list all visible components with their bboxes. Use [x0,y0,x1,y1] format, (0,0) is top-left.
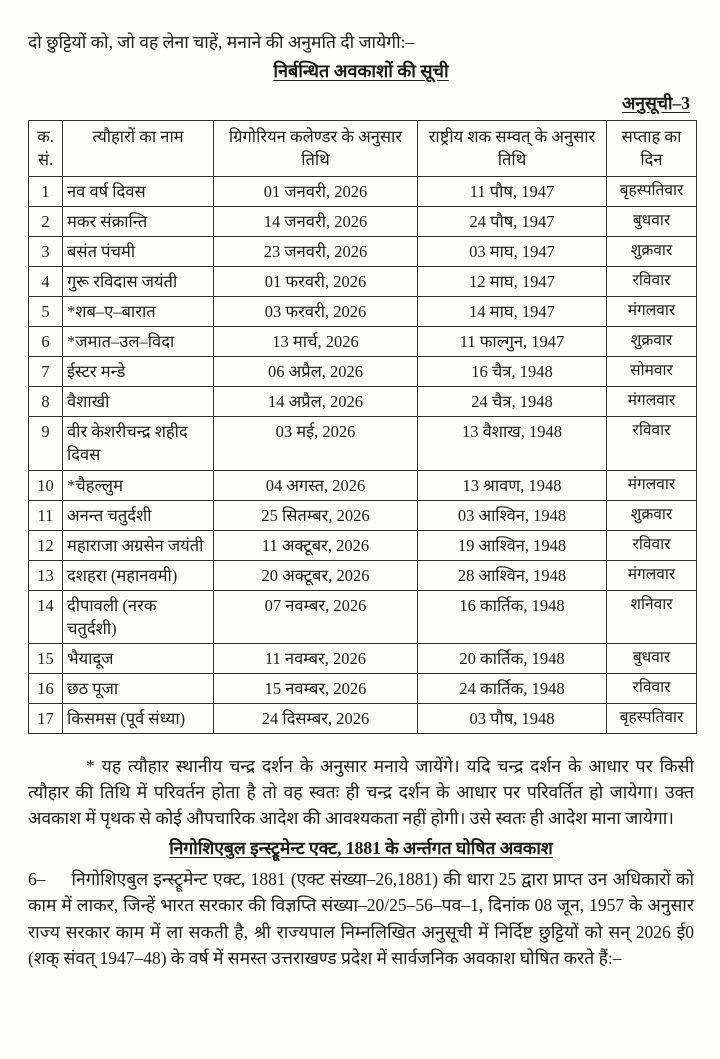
table-row [29,236,697,266]
cell-sno: 16 [29,674,63,704]
cell-sno: 2 [29,206,63,236]
table-row [29,560,697,590]
table-row [29,704,697,734]
cell-festival: मकर संक्रान्ति [63,206,214,236]
cell-gregorian: 01 जनवरी, 2026 [214,176,418,206]
table-row [29,530,697,560]
cell-gregorian: 03 मई, 2026 [214,417,418,470]
cell-festival: महाराजा अग्रसेन जयंती [63,530,214,560]
table-row [29,644,697,674]
table-row [29,176,697,206]
col-header-serial-line1: क. [37,127,54,147]
cell-sno: 5 [29,296,63,326]
cell-gregorian: 11 अक्टूबर, 2026 [214,530,418,560]
cell-weekday: रविवार [607,417,697,470]
cell-sno: 12 [29,530,63,560]
cell-festival: छठ पूजा [63,674,214,704]
cell-weekday: रविवार [607,530,697,560]
cell-shaka: 24 कार्तिक, 1948 [418,674,607,704]
cell-weekday: बुधवार [607,644,697,674]
section-heading-row [28,836,694,860]
cell-festival: ईस्टर मन्डे [63,357,214,387]
list-title-row [28,59,694,83]
cell-festival: वीर केशरीचन्द्र शहीद दिवस [63,417,214,470]
cell-weekday: शुक्रवार [607,327,697,357]
cell-festival: दशहरा (महानवमी) [63,560,214,590]
cell-weekday: बृहस्पतिवार [607,704,697,734]
cell-gregorian: 24 दिसम्बर, 2026 [214,704,418,734]
cell-shaka: 20 कार्तिक, 1948 [418,644,607,674]
cell-weekday: सोमवार [607,357,697,387]
section-paragraph [28,866,694,971]
cell-shaka: 14 माघ, 1947 [418,296,607,326]
table-row [29,417,697,470]
cell-festival: *जमात–उल–विदा [63,327,214,357]
cell-shaka: 12 माघ, 1947 [418,266,607,296]
cell-gregorian: 13 मार्च, 2026 [214,327,418,357]
cell-weekday: रविवार [607,674,697,704]
cell-gregorian: 01 फरवरी, 2026 [214,266,418,296]
cell-weekday: मंगलवार [607,296,697,326]
cell-shaka: 28 आश्विन, 1948 [418,560,607,590]
cell-gregorian: 15 नवम्बर, 2026 [214,674,418,704]
cell-festival: दीपावली (नरक चतुर्दशी) [63,590,214,643]
cell-festival: गुरू रविदास जयंती [63,266,214,296]
table-row [29,296,697,326]
cell-shaka: 13 वैशाख, 1948 [418,417,607,470]
cell-sno: 11 [29,500,63,530]
cell-gregorian: 06 अप्रैल, 2026 [214,357,418,387]
list-title: निर्बन्धित अवकाशों की सूची [273,61,449,82]
cell-sno: 6 [29,327,63,357]
cell-shaka: 13 श्रावण, 1948 [418,470,607,500]
cell-sno: 13 [29,560,63,590]
cell-shaka: 24 पौष, 1947 [418,206,607,236]
schedule-label-row [28,91,690,115]
col-header-weekday: सप्ताह का दिन [607,121,697,176]
cell-sno: 1 [29,176,63,206]
cell-shaka: 16 चैत्र, 1948 [418,357,607,387]
table-row [29,266,697,296]
cell-sno: 10 [29,470,63,500]
cell-weekday: रविवार [607,266,697,296]
schedule-label: अनुसूची–3 [621,93,690,114]
cell-shaka: 03 आश्विन, 1948 [418,500,607,530]
cell-festival: वैशाखी [63,387,214,417]
cell-weekday: मंगलवार [607,560,697,590]
cell-sno: 9 [29,417,63,470]
cell-gregorian: 20 अक्टूबर, 2026 [214,560,418,590]
cell-weekday: बुधवार [607,206,697,236]
cell-gregorian: 25 सितम्बर, 2026 [214,500,418,530]
col-header-festival: त्यौहारों का नाम [63,121,214,176]
cell-gregorian: 23 जनवरी, 2026 [214,236,418,266]
footnote: * यह त्यौहार स्थानीय चन्द्र दर्शन के अनुसार मनाये जायेंगे। यदि चन्द्र दर्शन के आधार पर किसी त्यौहार की तिथि में परिवर्तन होता है तो वह स्वतः ही चन्द्र दर्शन के आधार पर परिवर्तित हो जायेगा। उक्त अवकाश में पृथक से कोई औपचारिक आदेश की आवश्यकता नहीं होगी। उसे स्वतः ही आदेश माना जायेगा। [28,756,694,829]
section-body-text: निगोशिएबुल इन्स्ट्रूमेन्ट एक्ट, 1881 (एक्ट संख्या–26,1881) की धारा 25 द्वारा प्राप्त उन अधिकारों को काम में लाकर, जिन्हें भारत सरकार की विज्ञप्ति संख्या–20/25–56–पव–1, दिनांक 08 जून, 1957 के अनुसार राज्य सरकार काम में ला सकती है, श्री राज्यपाल निम्नलिखित अनुसूची में निर्दिष्ट छुट्टियों को सन् 2026 ई0 (शक् संवत् 1947–48) के वर्ष में समस्त उत्तराखण्ड प्रदेश में सार्वजनिक अवकाश घोषित करते हैं:– [28,869,694,968]
cell-shaka: 24 चैत्र, 1948 [418,387,607,417]
cell-gregorian: 14 अप्रैल, 2026 [214,387,418,417]
cell-gregorian: 14 जनवरी, 2026 [214,206,418,236]
cell-weekday: शनिवार [607,590,697,643]
cell-sno: 15 [29,644,63,674]
table-header [29,121,697,176]
cell-shaka: 19 आश्विन, 1948 [418,530,607,560]
cell-sno: 14 [29,590,63,643]
cell-sno: 8 [29,387,63,417]
holidays-table-body [29,176,697,734]
cell-weekday: मंगलवार [607,470,697,500]
col-header-gregorian: ग्रिगोरियन कलेण्डर के अनुसार तिथि [214,121,418,176]
table-row [29,674,697,704]
cell-shaka: 16 कार्तिक, 1948 [418,590,607,643]
col-header-serial-line2: सं. [37,150,54,170]
col-header-shaka: राष्ट्रीय शक सम्वत् के अनुसार तिथि [418,121,607,176]
section-number: 6– [28,869,46,890]
cell-festival: *चैहल्लुम [63,470,214,500]
cell-festival: नव वर्ष दिवस [63,176,214,206]
holidays-table [28,120,697,734]
cell-weekday: बृहस्पतिवार [607,176,697,206]
table-header-row [29,121,697,176]
cell-shaka: 11 फाल्गुन, 1947 [418,327,607,357]
cell-festival: अनन्त चतुर्दशी [63,500,214,530]
cell-festival: भैयादूज [63,644,214,674]
cell-sno: 3 [29,236,63,266]
cell-festival: किसमस (पूर्व संध्या) [63,704,214,734]
table-row [29,327,697,357]
table-row [29,470,697,500]
cell-gregorian: 03 फरवरी, 2026 [214,296,418,326]
cell-gregorian: 11 नवम्बर, 2026 [214,644,418,674]
cell-festival: *शब–ए–बारात [63,296,214,326]
cell-weekday: शुक्रवार [607,500,697,530]
table-row [29,387,697,417]
cell-gregorian: 07 नवम्बर, 2026 [214,590,418,643]
cell-gregorian: 04 अगस्त, 2026 [214,470,418,500]
table-row [29,357,697,387]
cell-sno: 17 [29,704,63,734]
cell-shaka: 03 माघ, 1947 [418,236,607,266]
table-row [29,500,697,530]
cell-shaka: 03 पौष, 1948 [418,704,607,734]
col-header-serial [29,121,63,176]
cell-sno: 4 [29,266,63,296]
cell-weekday: मंगलवार [607,387,697,417]
cell-weekday: शुक्रवार [607,236,697,266]
intro-line: दो छुट्टियों को, जो वह लेना चाहें, मनाने की अनुमति दी जायेगी:– [28,32,415,52]
table-row [29,590,697,643]
cell-festival: बसंत पंचमी [63,236,214,266]
table-row [29,206,697,236]
cell-shaka: 11 पौष, 1947 [418,176,607,206]
section-heading: निगोशिएबुल इन्स्ट्रूमेन्ट एक्ट, 1881 के अर्न्तगत घोषित अवकाश [169,838,553,859]
cell-sno: 7 [29,357,63,387]
